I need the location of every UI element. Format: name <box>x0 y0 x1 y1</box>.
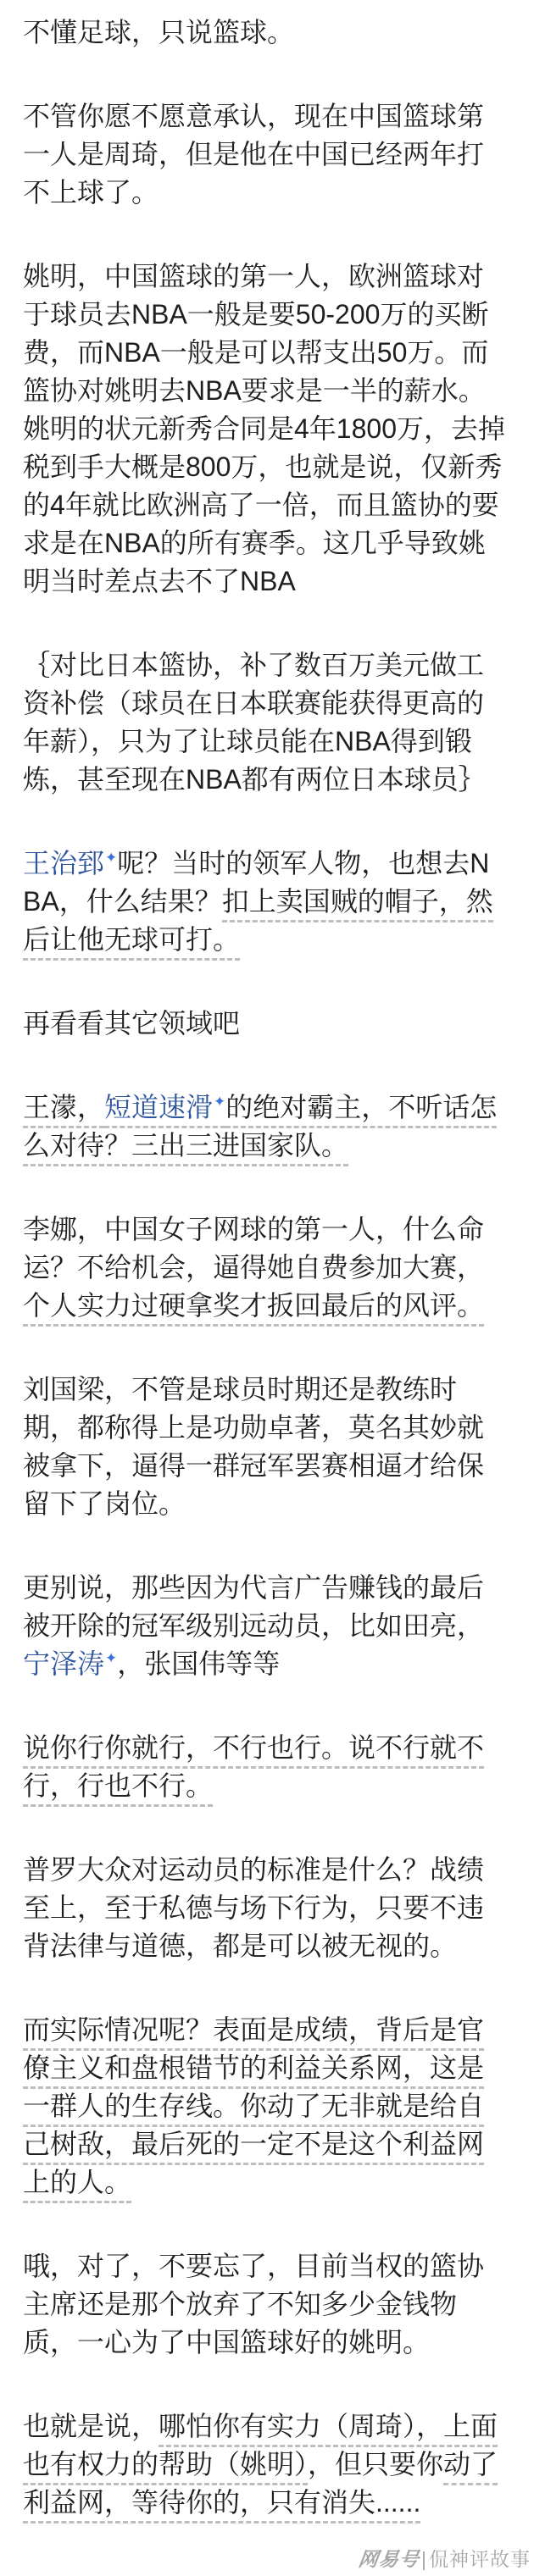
watermark-separator: | <box>421 2548 427 2570</box>
text-run: 姚明，中国篮球的第一人，欧洲篮球对于球员去NBA一般是要50-200万的买断费，而NBA一般是可以帮支出50万。而篮协对姚明去NBA要求是一半的薪水。姚明的状元新秀合同是4年1800万，去掉税到手大概是800万，也就是说，仅新秀的4年就比欧洲高了一倍，而且篮协的要求是在NBA的所有赛季。这几乎导致姚明当时差点去不了NBA <box>23 261 505 596</box>
entity-link[interactable]: 宁泽涛✦ <box>23 1648 118 1679</box>
entity-link[interactable]: 短道速滑✦ <box>104 1092 225 1128</box>
text-run: 李娜，中国女子网球的第一人，什么命运？不给机会，逼得她自费参加大赛， <box>23 1214 485 1282</box>
text-run: 哦，对了，不要忘了，目前当权的篮协主席还是那个放弃了不知多少金钱物质，一心为了中国篮球好的姚明。 <box>23 2251 485 2357</box>
text-run: 也就是说， <box>23 2411 159 2441</box>
text-run: 刘国梁，不管是球员时期还是教练时期，都称得上是功勋卓著，莫名其妙就被拿下，逼得一群冠军罢赛相逼才给保留下了岗位。 <box>23 1374 485 1519</box>
paragraph <box>23 1371 506 1523</box>
text-run: 说你行你就行，不行也行。说不行就不行，行也不行。 <box>23 1732 484 1807</box>
article-body <box>23 14 506 2522</box>
watermark-brand: 网易号 <box>357 2548 421 2570</box>
text-run: ，张国伟等等 <box>117 1648 281 1679</box>
paragraph <box>23 2011 506 2202</box>
paragraph <box>23 1210 506 1325</box>
text-run: 再看看其它领域吧 <box>23 1008 241 1039</box>
text-run: 而实际情况呢？表面是成绩，背后是官僚主义和盘根错节的利益关系网，这是一群人的生存线。你动了无非就是给自己树敌，最后死的一定不是这个利益网上的人。 <box>23 2014 484 2203</box>
text-run: 动了利益网，等待你的，只有消失...... <box>23 2449 498 2523</box>
paragraph <box>23 14 506 52</box>
watermark-account: 侃神评故事 <box>429 2548 531 2570</box>
paragraph <box>23 2407 506 2522</box>
paragraph <box>23 1005 506 1043</box>
entity-link[interactable]: 王治郅✦ <box>23 848 118 878</box>
paragraph <box>23 845 506 959</box>
watermark <box>359 2547 531 2571</box>
text-run: 不懂足球，只说篮球。 <box>23 17 295 47</box>
text-run: 呢？当时的领军人物，也想去NBA，什么结果？ <box>23 848 490 917</box>
search-sparkle-icon: ✦ <box>105 850 118 867</box>
paragraph <box>23 258 506 601</box>
paragraph <box>23 97 506 212</box>
text-run: ，但只要你 <box>308 2449 444 2479</box>
text-run: 哪怕你有实力（周琦），上面也有权力的帮助（姚明） <box>23 2411 498 2485</box>
paragraph <box>23 1851 506 1965</box>
paragraph <box>23 1729 506 1805</box>
text-run: 王濛， <box>23 1092 104 1128</box>
text-run: 不管你愿不愿意承认，现在中国篮球第一人是周琦，但是他在中国已经两年打不上球了。 <box>23 101 485 208</box>
paragraph <box>23 646 506 799</box>
text-run: 更别说，那些因为代言广告赚钱的最后被开除的冠军级别远动员，比如田亮， <box>23 1572 485 1641</box>
paragraph <box>23 1089 506 1165</box>
paragraph <box>23 1569 506 1683</box>
text-run: 个人实力过硬拿奖才扳回最后的风评。 <box>23 1290 484 1327</box>
text-run: 的绝对霸主，不听话怎么对待？三出三进国家队。 <box>23 1092 497 1166</box>
search-sparkle-icon: ✦ <box>105 1650 118 1667</box>
text-run: ｛对比日本篮协，补了数百万美元做工资补偿（球员在日本联赛能获得更高的年薪），只为了让球员能在NBA得到锻炼，甚至现在NBA都有两位日本球员｝ <box>23 650 486 795</box>
paragraph <box>23 2247 506 2362</box>
text-run: 普罗大众对运动员的标准是什么？战绩至上，至于私德与场下行为，只要不违背法律与道德，都是可以被无视的。 <box>23 1854 485 1961</box>
text-run: 扣上卖国贼的帽子，然后让他无球可打。 <box>23 886 493 961</box>
search-sparkle-icon: ✦ <box>214 1094 226 1111</box>
